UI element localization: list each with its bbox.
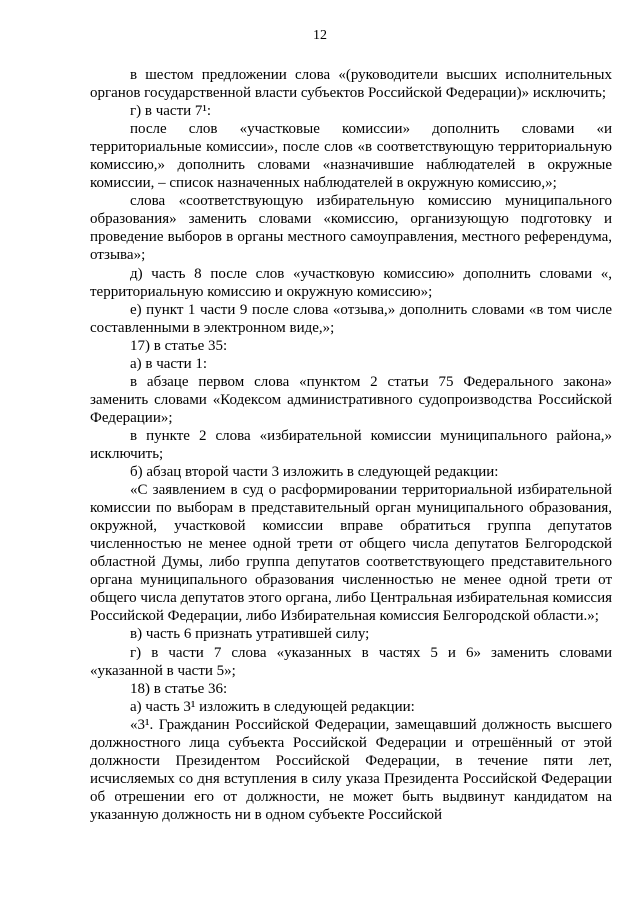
paragraph: 17) в статье 35:: [130, 337, 228, 354]
paragraph: а) часть 3¹ изложить в следующей редакции:: [130, 698, 415, 715]
paragraph: в шестом предложении слова «(руководители высших исполнительных органов государственной власти субъектов Российской Федерации)» исключить;: [90, 67, 612, 102]
paragraph: в) часть 6 признать утратившей силу;: [130, 626, 370, 643]
paragraph: 18) в статье 36:: [130, 680, 228, 697]
paragraph: «3¹. Гражданин Российской Федерации, замещавший должность высшего должностного лица субъекта Российской Федерации и отрешённый от этой должности Президентом Российской Федерации, в течение пяти лет, исчисляемых со дня вступления в силу указа Президента Российской Федерации об отрешении его от должности, не может быть выдвинут кандидатом на указанную должность ни в одном субъекте Российской: [90, 716, 612, 823]
paragraph: г) в части 7 слова «указанных в частях 5 и 6» заменить словами «указанной в части 5»;: [90, 644, 612, 679]
paragraph: в абзаце первом слова «пунктом 2 статьи 75 Федерального закона» заменить словами «Кодексом административного судопроизводства Российской Федерации»;: [90, 373, 612, 426]
paragraph: «С заявлением в суд о расформировании территориальной избирательной комиссии по выборам в представительный орган муниципального образования, окружной, участковой комиссии вправе обратиться группа депутатов численностью не менее одной трети от общего числа депутатов Белгородской областной Думы, либо группа депутатов соответствующего представительного органа муниципального образования численностью не менее одной трети от общего числа депутатов этого органа, либо Центральная избирательная комиссия Российской Федерации, либо Избирательная комиссия Белгородской области.»;: [90, 482, 612, 625]
paragraph: в пункте 2 слова «избирательной комиссии муниципального района,» исключить;: [90, 427, 612, 462]
paragraph: после слов «участковые комиссии» дополнить словами «и территориальные комиссии», после слов «в соответствующую территориальную комиссию,» дополнить словами «назначившие наблюдателей в окружные комиссии, – список назначенных наблюдателей в окружную комиссию,»;: [90, 121, 612, 192]
paragraph: е) пункт 1 части 9 после слова «отзыва,» дополнить словами «в том числе составленными в электронном виде,»;: [90, 301, 612, 336]
paragraph: б) абзац второй части 3 изложить в следующей редакции:: [130, 464, 499, 481]
document-body: [90, 66, 612, 824]
paragraph: г) в части 7¹:: [130, 103, 212, 120]
paragraph: а) в части 1:: [130, 355, 208, 372]
paragraph: д) часть 8 после слов «участковую комиссию» дополнить словами «, территориальную комиссию и окружную комиссию»;: [90, 265, 612, 300]
paragraph: слова «соответствующую избирательную комиссию муниципального образования» заменить словами «комиссию, организующую подготовку и проведение выборов в органы местного самоуправления, местного референдума, отзыва»;: [90, 193, 612, 264]
page-number: 12: [313, 28, 327, 43]
